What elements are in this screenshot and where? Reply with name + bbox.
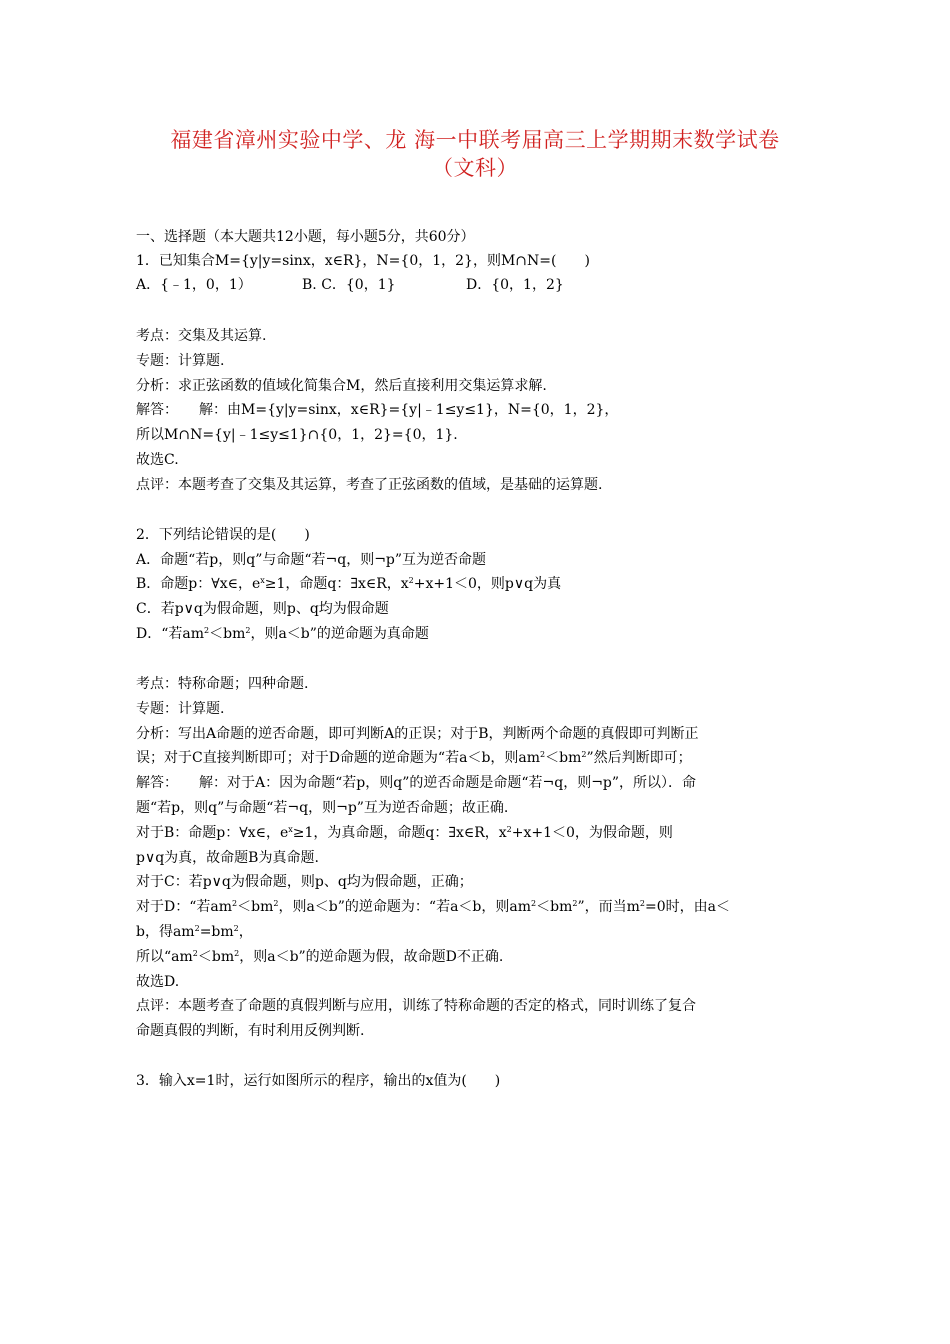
q1-kaodian: 考点：交集及其运算. [136,328,267,344]
q2-kaodian: 考点：特称命题；四种命题. [136,676,309,692]
q1-option-d: D．{0，1，2} [466,277,564,293]
q1-guxuan: 故选C. [136,452,179,468]
q2-zhuanti: 专题：计算题. [136,701,225,717]
q2-fenxi-line1: 分析：写出A命题的逆否命题，即可判断A的正误；对于B，判断两个命题的真假即可判断正 [136,726,699,742]
q2-jieda-line2: 题“若p，则q”与命题“若¬q，则¬p”互为逆否命题；故正确. [136,800,509,816]
q1-jieda-line2: 所以M∩N={y|﹣1≤y≤1}∩{0，1，2}={0，1}. [136,427,458,443]
q1-dianping: 点评：本题考查了交集及其运算，考查了正弦函数的值域，是基础的运算题. [136,477,603,493]
q2-jieda-line6: 对于D：“若$am^2<bm^2$，则a＜b”的逆命题为：“若a＜b，则$am^2<bm^2$”，而当$m^2=0$时，由a＜ [136,899,730,915]
section-heading: 一、选择题（本大题共12小题，每小题5分，共60分） [136,229,475,245]
q2-option-b: B．命题p：∀x∈，$e^x\ge 1$，命题q：∃x∈R，$x^2+x+1<0$，则p∨q为真 [136,576,562,592]
q2-jieda-line4: p∨q为真，故命题B为真命题. [136,850,319,866]
q2-option-c: C．若p∨q为假命题，则p、q均为假命题 [136,601,389,617]
q2-jieda-line1: 解答： 解：对于A：因为命题“若p，则q”的逆否命题是命题“若¬q，则¬p”，所以）．命 [136,775,697,791]
q1-options [136,276,736,294]
q1-stem: 1．已知集合M={y|y=sinx，x∈R}，N={0，1，2}，则M∩N=( ) [136,253,590,269]
q3-stem: 3．输入x=1时，运行如图所示的程序，输出的x值为( ) [136,1073,501,1089]
q2-jieda-line7: b，得$am^2=bm^2$， [136,924,253,940]
q2-guxuan: 故选D. [136,974,180,990]
q2-jieda-line8: 所以“$am^2<bm^2$，则a＜b”的逆命题为假，故命题D不正确. [136,949,504,965]
q2-dianping-line1: 点评：本题考查了命题的真假判断与应用，训练了特称命题的否定的格式，同时训练了复合 [136,998,696,1014]
q1-fenxi: 分析：求正弦函数的值域化简集合M，然后直接利用交集运算求解. [136,378,547,394]
q1-option-a: A．{﹣1，0，1） [136,277,252,293]
q2-stem: 2．下列结论错误的是( ) [136,527,310,543]
document-title-line2: （文科） [432,156,518,180]
q1-jieda-line1: 解答： 解：由M={y|y=sinx，x∈R}={y|﹣1≤y≤1}，N={0，1，2}， [136,402,619,418]
q2-jieda-line5: 对于C：若p∨q为假命题，则p、q均为假命题，正确； [136,874,473,890]
q1-zhuanti: 专题：计算题. [136,353,225,369]
document-title-line1: 福建省漳州实验中学、龙 海一中联考届高三上学期期末数学试卷 [170,128,780,152]
q2-option-a: A．命题“若p，则q”与命题“若¬q，则¬p”互为逆否命题 [136,552,487,568]
q2-fenxi-line2: 误；对于C直接判断即可；对于D命题的逆命题为“若a＜b，则$am^2<bm^2$”然后判断即可； [136,750,692,766]
q1-option-bc: B. C．{0，1} [302,277,396,293]
q2-jieda-line3: 对于B：命题p：∀x∈，$e^x\ge 1$，为真命题，命题q：∃x∈R，$x^2+x+1<0$，为假命题，则 [136,825,673,841]
q2-option-d: D．“若$am^2<bm^2$，则a＜b”的逆命题为真命题 [136,626,429,642]
q2-dianping-line2: 命题真假的判断，有时利用反例判断. [136,1023,365,1039]
